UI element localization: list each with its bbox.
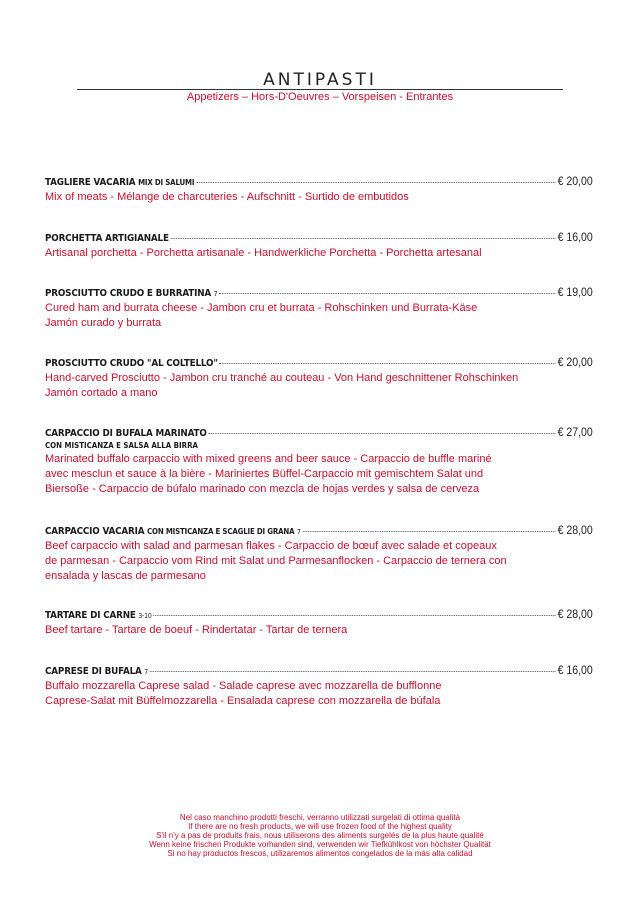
item-description: Beef carpaccio with salad and parmesan flakes - Carpaccio de bœuf avec salade et copeaux de parmesan - Carpaccio vom Rind mit Salat und Parmesanflocken - Carpaccio de ternera con ensalada y lascas de parmesano [45,540,507,582]
page-title: ANTIPASTI [263,70,377,90]
item-description: Hand-carved Prosciutto - Jambon cru tranché au couteau - Von Hand geschnittener Rohschinken Jamón cortado a mano [45,372,519,399]
allergen-number: 7 [213,290,218,298]
item-name: PROSCIUTTO CRUDO "AL COLTELLO" [45,358,218,369]
menu-item-prosciutto-burratina [45,285,593,331]
item-name: TARTARE DI CARNE [45,610,136,621]
menu-item-carpaccio-bufala [45,425,593,497]
leader-dots [303,531,556,532]
item-name: PROSCIUTTO CRUDO E BURRATINA [45,288,212,299]
item-price: € 28,00 [557,523,593,537]
item-description: Beef tartare - Tartare de boeuf - Rindertatar - Tartar de ternera [45,624,348,636]
leader-dots [219,293,556,294]
leader-dots [153,615,555,616]
item-name: TAGLIERE VACARIA [45,177,136,188]
item-price: € 28,00 [557,607,593,621]
item-description: Mix of meats - Mélange de charcuteries - Aufschnitt - Surtido de embutidos [45,191,409,203]
item-price: € 19,00 [557,285,593,299]
menu-item-tartare-carne [45,607,593,638]
leader-dots [208,433,555,434]
item-name: CAPRESE DI BUFALA [45,666,142,677]
item-subline: CON MISTICANZA E SALSA ALLA BIRRA [45,441,198,450]
item-subtitle: MIX DI SALUMI [138,178,195,187]
item-name: CARPACCIO VACARIA [45,526,145,537]
allergen-number: 7 [296,528,301,536]
item-price: € 27,00 [557,425,593,439]
item-description: Cured ham and burrata cheese - Jambon cru et burrata - Rohschinken und Burrata-Käse Jamón curado y burrata [45,302,478,329]
item-description: Buffalo mozzarella Caprese salad - Salade caprese avec mozzarella de bufflonne Caprese-Salat mit Büffelmozzarella - Ensalada caprese con mozzarella de búfala [45,680,442,707]
item-description: Artisanal porchetta - Porchetta artisanale - Handwerkliche Porchetta - Porchetta artesanal [45,247,482,259]
allergen-number: 3-10 [138,612,152,620]
page-subtitle: Appetizers – Hors-D'Oeuvres – Vorspeisen - Entrantes [186,91,454,103]
menu-item-caprese-bufala [45,663,593,709]
leader-dots [171,238,556,239]
item-price: € 20,00 [557,174,593,188]
menu-item-carpaccio-vacaria [45,523,593,584]
item-price: € 20,00 [557,355,593,369]
leader-dots [196,182,556,183]
frozen-food-notice: Nel caso manchino prodotti freschi, verranno utilizzati surgelati di ottima qualità If there are no fresh products, we will use frozen food of the highest quality S'il n'y a pas de produits frais, nous utiliserons des aliments surgelés de la plus haute qualité Wenn keine frischen Produkte vorhanden sind, verwenden wir Tiefkühlkost von höchster Qualität Si no hay productos frescos, utilizaremos alimentos congelados de la más alta calidad [149,813,491,858]
menu-item-prosciutto-coltello [45,355,593,401]
menu-item-tagliere-vacaria [45,174,593,205]
leader-dots [220,363,556,364]
leader-dots [150,671,556,672]
menu-item-porchetta-artigianale [45,230,593,261]
item-price: € 16,00 [557,663,593,677]
item-name: PORCHETTA ARTIGIANALE [45,233,169,244]
item-description: Marinated buffalo carpaccio with mixed greens and beer sauce - Carpaccio de buffle mariné avec mesclun et sauce à la bière - Mariniertes Büffel-Carpaccio mit gemischtem Salat und Biersoße - Carpaccio de búfalo marinado con mezcla de hojas verdes y salsa de cerveza [45,453,492,495]
title-divider [77,89,563,90]
item-price: € 16,00 [557,230,593,244]
item-subtitle: CON MISTICANZA E SCAGLIE DI GRANA [147,527,295,536]
item-name: CARPACCIO DI BUFALA MARINATO [45,428,207,439]
allergen-number: 7 [144,668,149,676]
